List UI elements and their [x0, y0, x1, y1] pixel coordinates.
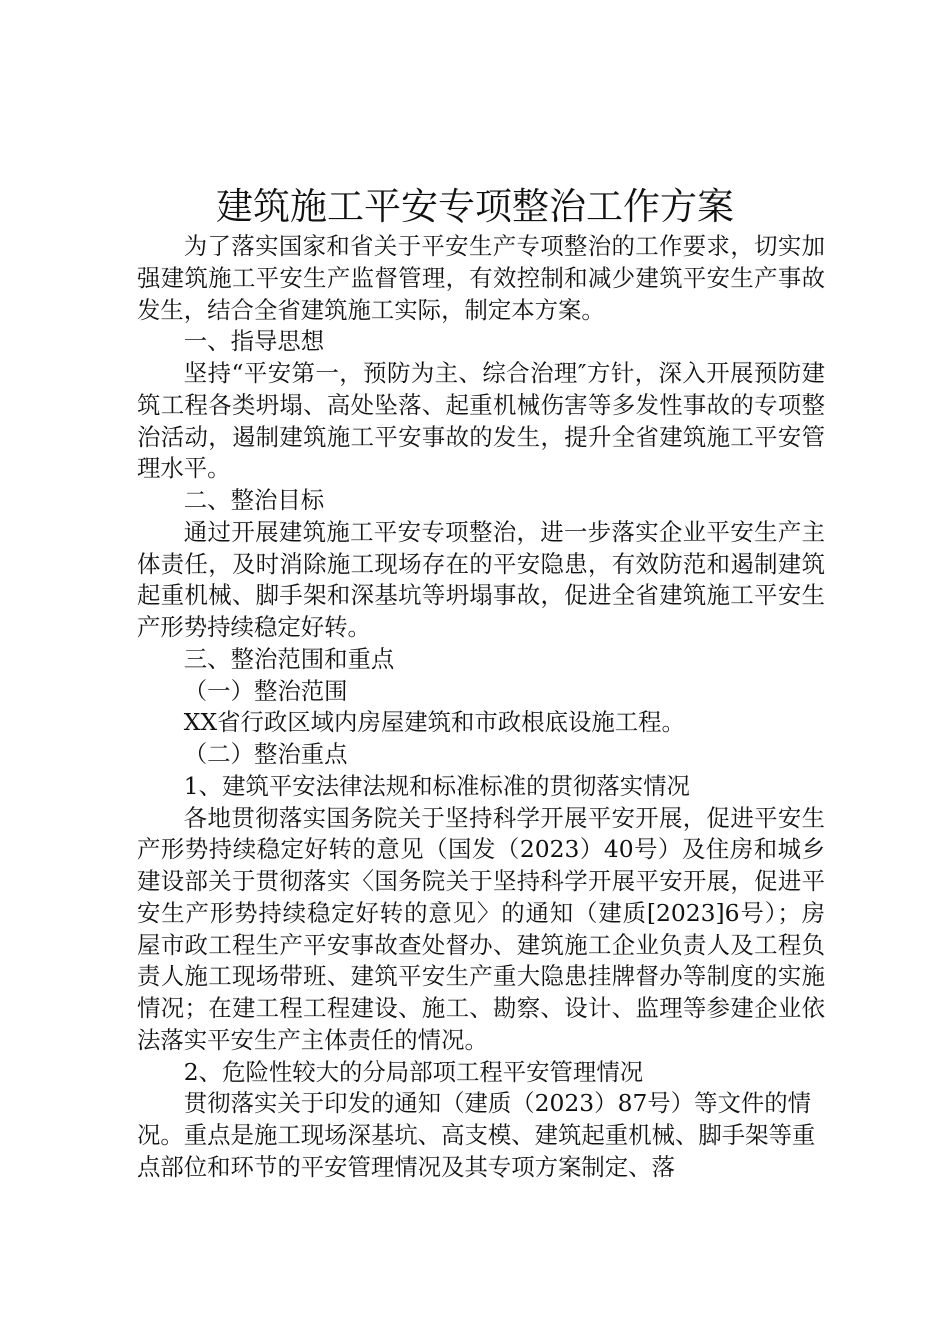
focus-item-1-heading: 1、建筑平安法律法规和标准标准的贯彻落实情况	[183, 771, 690, 800]
subsection-heading-scope: （一）整治范围	[183, 676, 348, 705]
subsection-heading-focus: （二）整治重点	[183, 740, 348, 768]
section-heading-goals: 二、整治目标	[183, 486, 325, 514]
focus-item-1-paragraph: 各地贯彻落实国务院关于坚持科学开展平安开展，促进平安生产形势持续稳定好转的意见（国发（2023）40号）及住房和城乡建设部关于贯彻落实〈国务院关于坚持科学开展平安开展，促进平安生产形势持续稳定好转的意见〉的通知（建质[2023]6号）；房屋市政工程生产平安事故查处督办、建筑施工企业负责人及工程负责人施工现场带班、建筑平安生产重大隐患挂牌督办等制度的实施情况；在建工程工程建设、施工、勘察、设计、监理等参建企业依法落实平安生产主体责任的情况。	[137, 803, 825, 1054]
document-body	[137, 231, 825, 1184]
focus-item-2-heading: 2、危险性较大的分局部项工程平安管理情况	[183, 1057, 644, 1086]
scope-paragraph: XX省行政区域内房屋建筑和市政根底设施工程。	[183, 708, 685, 737]
section-heading-guiding-thought: 一、指导思想	[183, 327, 325, 356]
goals-paragraph: 通过开展建筑施工平安专项整治，进一步落实企业平安生产主体责任，及时消除施工现场存在的平安隐患，有效防范和遏制建筑起重机械、脚手架和深基坑等坍塌事故，促进全省建筑施工平安生产形势持续稳定好转。	[137, 517, 825, 641]
focus-item-2-paragraph: 贯彻落实关于印发的通知（建质（2023）87号）等文件的情况。重点是施工现场深基坑、高支模、建筑起重机械、脚手架等重点部位和环节的平安管理情况及其专项方案制定、落	[137, 1089, 816, 1181]
intro-paragraph: 为了落实国家和省关于平安生产专项整治的工作要求，切实加强建筑施工平安生产监督管理，有效控制和减少建筑平安生产事故发生，结合全省建筑施工实际，制定本方案。	[137, 232, 825, 324]
section-heading-scope-focus: 三、整治范围和重点	[183, 644, 395, 673]
guiding-thought-paragraph: 坚持“平安第一，预防为主、综合治理″方针，深入开展预防建筑工程各类坍塌、高处坠落、起重机械伤害等多发性事故的专项整治活动，遏制建筑施工平安事故的发生，提升全省建筑施工平安管理水平。	[137, 359, 825, 483]
document-title: 建筑施工平安专项整治工作方案	[216, 185, 734, 228]
